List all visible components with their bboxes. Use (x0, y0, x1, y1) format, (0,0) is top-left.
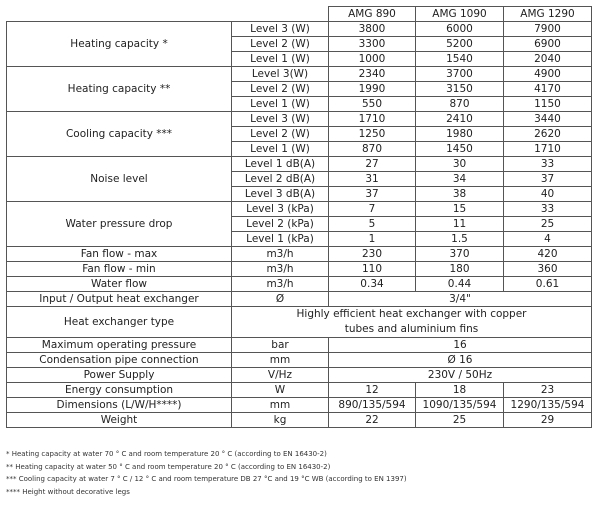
row-label: Fan flow - max (7, 247, 232, 262)
table-row (7, 22, 592, 37)
unit-cell: Level 2 (W) (232, 127, 329, 142)
value-cell: 25 (504, 217, 592, 232)
value-cell: 23 (504, 383, 592, 398)
unit-cell: Level 2 dB(A) (232, 172, 329, 187)
value-cell: 1710 (329, 112, 416, 127)
table-row (7, 307, 592, 338)
row-label: Input / Output heat exchanger (7, 292, 232, 307)
specifications-table (6, 6, 592, 428)
unit-cell: Level 3 (kPa) (232, 202, 329, 217)
value-cell: 30 (416, 157, 504, 172)
table-row (7, 262, 592, 277)
value-cell: 11 (416, 217, 504, 232)
header-blank-cell (7, 7, 329, 22)
value-cell: 110 (329, 262, 416, 277)
value-cell: 230 (329, 247, 416, 262)
table-row (7, 157, 592, 172)
footnote: *** Cooling capacity at water 7 ° C / 12 ° C and room temperature DB 27 °C and 19 °C WB (according to EN 1397) (6, 475, 407, 483)
value-cell: 25 (416, 413, 504, 428)
value-cell: 31 (329, 172, 416, 187)
row-label: Water flow (7, 277, 232, 292)
value-cell: 360 (504, 262, 592, 277)
value-cell: 2410 (416, 112, 504, 127)
value-cell: 1000 (329, 52, 416, 67)
row-label: Energy consumption (7, 383, 232, 398)
value-cell: 1450 (416, 142, 504, 157)
table-row (7, 398, 592, 413)
unit-cell: m3/h (232, 277, 329, 292)
unit-cell: Level 1 (W) (232, 52, 329, 67)
value-cell: 1980 (416, 127, 504, 142)
table-row (7, 383, 592, 398)
value-cell: 2340 (329, 67, 416, 82)
value-cell: 420 (504, 247, 592, 262)
unit-cell: kg (232, 413, 329, 428)
row-label: Condensation pipe connection (7, 353, 232, 368)
table-row (7, 247, 592, 262)
value-cell: 7900 (504, 22, 592, 37)
footnote: ** Heating capacity at water 50 ° C and room temperature 20 ° C (according to EN 16430-2) (6, 462, 331, 471)
merged-value-cell: 16 (329, 338, 592, 353)
footnote: * Heating capacity at water 70 ° C and room temperature 20 ° C (according to EN 16430-2) (6, 450, 327, 458)
table-row (7, 277, 592, 292)
value-cell: 15 (416, 202, 504, 217)
footnotes (6, 448, 407, 498)
merged-value-cell: Ø 16 (329, 353, 592, 368)
model-header: AMG 890 (329, 7, 416, 22)
value-cell: 2040 (504, 52, 592, 67)
unit-cell: Level 1 (W) (232, 142, 329, 157)
value-cell: 6900 (504, 37, 592, 52)
row-label: Maximum operating pressure (7, 338, 232, 353)
value-cell: 18 (416, 383, 504, 398)
value-cell: 1540 (416, 52, 504, 67)
unit-cell: Level 2 (kPa) (232, 217, 329, 232)
value-cell: 33 (504, 202, 592, 217)
table-row (7, 67, 592, 82)
header-row (7, 7, 592, 22)
unit-cell: m3/h (232, 247, 329, 262)
value-cell: 1 (329, 232, 416, 247)
value-cell: 0.44 (416, 277, 504, 292)
value-cell: 3150 (416, 82, 504, 97)
value-cell: 27 (329, 157, 416, 172)
row-label: Heat exchanger type (7, 307, 232, 338)
table-row (7, 202, 592, 217)
value-cell: 3440 (504, 112, 592, 127)
unit-cell: Level 2 (W) (232, 82, 329, 97)
table-row (7, 292, 592, 307)
row-label: Noise level (7, 157, 232, 202)
value-cell: 2620 (504, 127, 592, 142)
value-cell: 4170 (504, 82, 592, 97)
row-label: Power Supply (7, 368, 232, 383)
value-cell: 5 (329, 217, 416, 232)
unit-cell: Level 2 (W) (232, 37, 329, 52)
unit-cell: Level 1 (kPa) (232, 232, 329, 247)
unit-cell: Level 1 dB(A) (232, 157, 329, 172)
value-cell: 0.34 (329, 277, 416, 292)
model-header: AMG 1090 (416, 7, 504, 22)
unit-cell: mm (232, 398, 329, 413)
unit-cell: Level 3 dB(A) (232, 187, 329, 202)
merged-value-cell: 3/4" (329, 292, 592, 307)
unit-cell: bar (232, 338, 329, 353)
table-row (7, 353, 592, 368)
table-row (7, 112, 592, 127)
value-cell: 37 (329, 187, 416, 202)
row-label: Heating capacity * (7, 22, 232, 67)
value-cell: 3700 (416, 67, 504, 82)
value-cell: 22 (329, 413, 416, 428)
value-cell: 3800 (329, 22, 416, 37)
value-cell: 870 (329, 142, 416, 157)
row-label: Fan flow - min (7, 262, 232, 277)
merged-value-cell: 230V / 50Hz (329, 368, 592, 383)
value-cell: 870 (416, 97, 504, 112)
value-cell: 6000 (416, 22, 504, 37)
value-cell: 12 (329, 383, 416, 398)
unit-cell: m3/h (232, 262, 329, 277)
value-cell: 38 (416, 187, 504, 202)
merged-value-cell: Highly efficient heat exchanger with copper tubes and aluminium fins (232, 307, 592, 338)
model-header: AMG 1290 (504, 7, 592, 22)
unit-cell: Level 1 (W) (232, 97, 329, 112)
value-cell: 550 (329, 97, 416, 112)
table-row (7, 368, 592, 383)
table-row (7, 413, 592, 428)
value-cell: 4 (504, 232, 592, 247)
row-label: Dimensions (L/W/H****) (7, 398, 232, 413)
value-cell: 1290/135/594 (504, 398, 592, 413)
value-cell: 1150 (504, 97, 592, 112)
value-cell: 7 (329, 202, 416, 217)
value-cell: 37 (504, 172, 592, 187)
value-cell: 34 (416, 172, 504, 187)
unit-cell: Level 3(W) (232, 67, 329, 82)
unit-cell: Level 3 (W) (232, 22, 329, 37)
value-cell: 1990 (329, 82, 416, 97)
unit-cell: V/Hz (232, 368, 329, 383)
value-cell: 40 (504, 187, 592, 202)
unit-cell: mm (232, 353, 329, 368)
table-row (7, 338, 592, 353)
value-cell: 0.61 (504, 277, 592, 292)
value-cell: 33 (504, 157, 592, 172)
row-label: Heating capacity ** (7, 67, 232, 112)
row-label: Water pressure drop (7, 202, 232, 247)
value-cell: 29 (504, 413, 592, 428)
value-cell: 180 (416, 262, 504, 277)
value-cell: 3300 (329, 37, 416, 52)
value-cell: 370 (416, 247, 504, 262)
value-cell: 1.5 (416, 232, 504, 247)
value-cell: 1090/135/594 (416, 398, 504, 413)
value-cell: 890/135/594 (329, 398, 416, 413)
value-cell: 4900 (504, 67, 592, 82)
unit-cell: Level 3 (W) (232, 112, 329, 127)
unit-cell: Ø (232, 292, 329, 307)
row-label: Cooling capacity *** (7, 112, 232, 157)
footnote: **** Height without decorative legs (6, 487, 130, 496)
unit-cell: W (232, 383, 329, 398)
value-cell: 1710 (504, 142, 592, 157)
value-cell: 1250 (329, 127, 416, 142)
row-label: Weight (7, 413, 232, 428)
value-cell: 5200 (416, 37, 504, 52)
